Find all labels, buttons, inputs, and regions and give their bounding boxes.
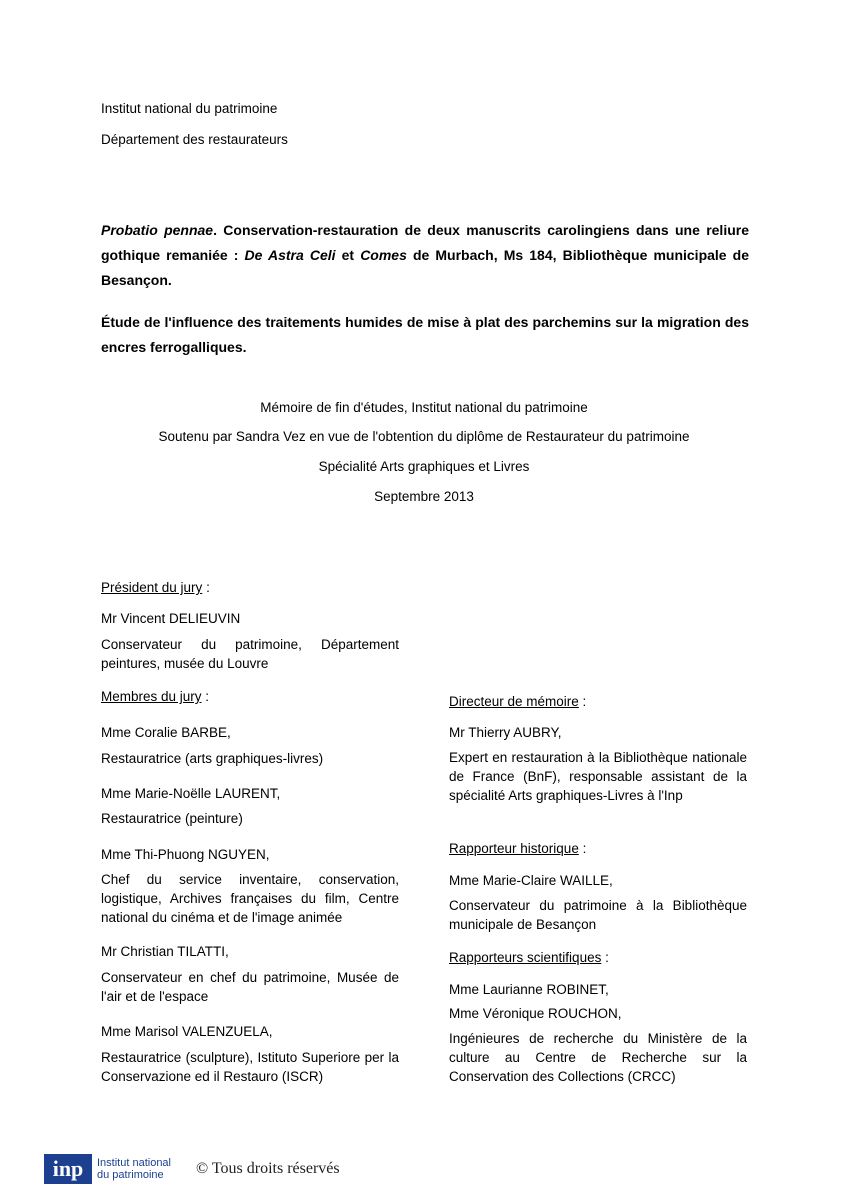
department-name: Département des restaurateurs [101, 132, 288, 147]
title-italic-2: De Astra Celi [244, 247, 336, 263]
inp-logo-text: Institut national du patrimoine [97, 1157, 171, 1181]
institution-name: Institut national du patrimoine [101, 101, 278, 116]
specialty-line: Spécialité Arts graphiques et Livres [318, 459, 530, 474]
member-name: Mme Thi-Phuong NGUYEN, [101, 847, 270, 862]
member-name: Mr Christian TILATTI, [101, 944, 229, 959]
title-part-3: de Murbach, Ms 184, Bibliothèque municipale de Besançon. [101, 247, 750, 288]
scientific-name: Mme Véronique ROUCHON, [449, 1006, 622, 1021]
date-line: Septembre 2013 [374, 489, 474, 504]
memoir-line: Mémoire de fin d'études, Institut national du patrimoine [260, 400, 588, 415]
scientific-label: Rapporteurs scientifiques : [449, 950, 609, 965]
member-name: Mme Coralie BARBE, [101, 725, 231, 740]
president-name: Mr Vincent DELIEUVIN [101, 611, 241, 626]
member-role: Restauratrice (sculpture), Istituto Superiore per la Conservazione ed il Restauro (ISCR) [101, 1050, 399, 1084]
defended-by-line: Soutenu par Sandra Vez en vue de l'obtention du diplôme de Restaurateur du patrimoine [158, 429, 690, 444]
title-italic-lead: Probatio pennae [101, 222, 214, 238]
president-role: Conservateur du patrimoine, Département peintures, musée du Louvre [101, 637, 399, 671]
member-role: Restauratrice (peinture) [101, 811, 243, 826]
historic-name: Mme Marie-Claire WAILLE, [449, 873, 613, 888]
historic-role: Conservateur du patrimoine à la Bibliothèque municipale de Besançon [449, 898, 747, 932]
title-italic-3: Comes [360, 247, 407, 263]
director-role: Expert en restauration à la Bibliothèque nationale de France (BnF), responsable assistant de la spécialité Arts graphiques-Livres à l'Inp [449, 750, 747, 803]
inp-logo: inp [44, 1154, 92, 1184]
historic-label: Rapporteur historique : [449, 841, 587, 856]
document-subtitle: Étude de l'influence des traitements humides de mise à plat des parchemins sur la migration des encres ferrogalliques. [101, 314, 749, 355]
members-label: Membres du jury : [101, 689, 210, 704]
member-role: Chef du service inventaire, conservation, logistique, Archives françaises du film, Centre national du cinéma et de l'image animée [101, 872, 399, 925]
member-role: Conservateur en chef du patrimoine, Musée de l'air et de l'espace [101, 970, 399, 1004]
document-title [101, 218, 749, 293]
title-part-2: et [335, 247, 361, 263]
member-role: Restauratrice (arts graphiques-livres) [101, 751, 324, 766]
member-name: Mme Marisol VALENZUELA, [101, 1024, 273, 1039]
title-part-1: . Conservation-restauration de deux manuscrits carolingiens dans une reliure gothique remaniée : [101, 222, 749, 263]
director-name: Mr Thierry AUBRY, [449, 725, 562, 740]
scientific-name: Mme Laurianne ROBINET, [449, 982, 609, 997]
director-label: Directeur de mémoire : [449, 694, 587, 709]
scientific-role: Ingénieures de recherche du Ministère de la culture au Centre de Recherche sur la Conservation des Collections (CRCC) [449, 1031, 747, 1084]
member-name: Mme Marie-Noëlle LAURENT, [101, 786, 281, 801]
copyright-notice: © Tous droits réservés [196, 1160, 340, 1177]
president-label: Président du jury : [101, 580, 210, 595]
